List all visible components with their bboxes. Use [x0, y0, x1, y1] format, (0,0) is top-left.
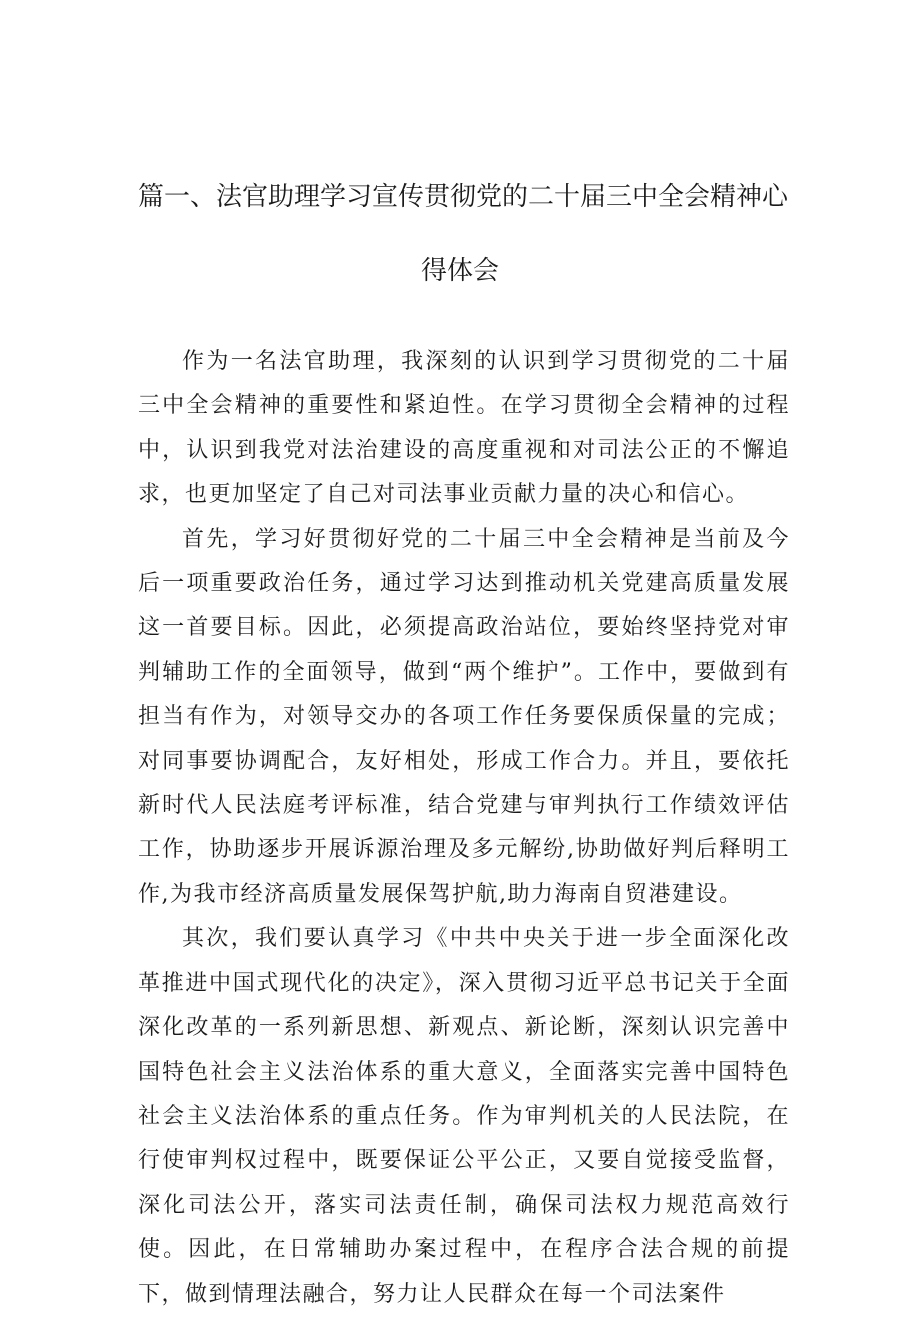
paragraph-1: 作为一名法官助理，我深刻的认识到学习贯彻党的二十届三中全会精神的重要性和紧迫性。在学习贯彻全会精神的过程中，认识到我党对法治建设的高度重视和对司法公正的不懈追求，也更加坚定了自己对司法事业贡献力量的决心和信心。: [138, 349, 790, 508]
document-title-line-2: 得体会: [420, 256, 499, 286]
document-body: [138, 340, 790, 1317]
document-title-line-1: 篇一、法官助理学习宣传贯彻党的二十届三中全会精神心: [138, 182, 789, 212]
paragraph-3: 其次，我们要认真学习《中共中央关于进一步全面深化改革推进中国式现代化的决定》，深入贯彻习近平总书记关于全面深化改革的一系列新思想、新观点、新论断，深刻认识完善中国特色社会主义法治体系的重大意义，全面落实完善中国特色社会主义法治体系的重点任务。作为审判机关的人民法院，在行使审判权过程中，既要保证公平公正，又要自觉接受监督，深化司法公开，落实司法责任制，确保司法权力规范高效行使。因此，在日常辅助办案过程中，在程序合法合规的前提下，做到情理法融合，努力让人民群众在每一个司法案件: [138, 926, 790, 1307]
paragraph-2: 首先，学习好贯彻好党的二十届三中全会精神是当前及今后一项重要政治任务，通过学习达到推动机关党建高质量发展这一首要目标。因此，必须提高政治站位，要始终坚持党对审判辅助工作的全面领导，做到“两个维护”。工作中，要做到有担当有作为，对领导交办的各项工作任务要保质保量的完成；对同事要协调配合，友好相处，形成工作合力。并且，要依托新时代人民法庭考评标准，结合党建与审判执行工作绩效评估工作，协助逐步开展诉源治理及多元解纷,协助做好判后释明工作,为我市经济高质量发展保驾护航,助力海南自贸港建设。: [138, 526, 790, 907]
